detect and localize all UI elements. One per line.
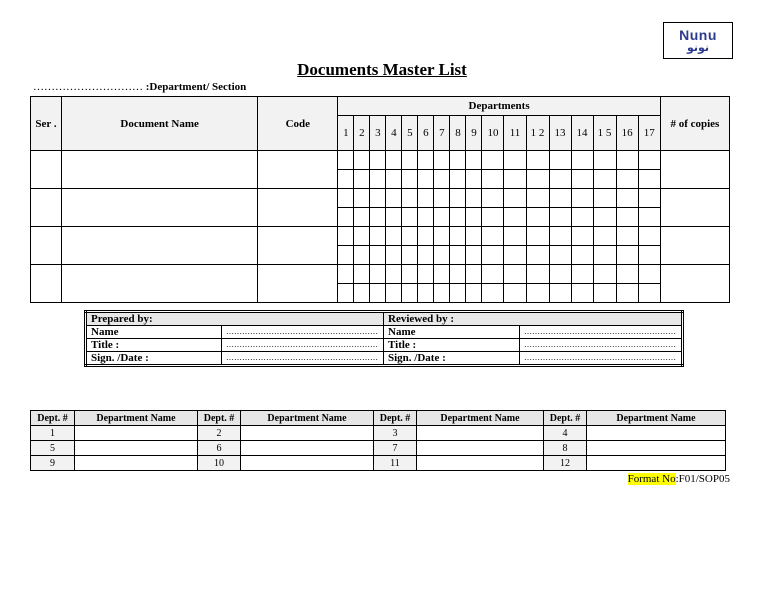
documents-table	[30, 96, 730, 303]
dept-column-number: 16	[616, 116, 638, 151]
department-check-cell[interactable]	[402, 265, 418, 284]
department-check-cell[interactable]	[482, 284, 504, 303]
department-check-cell[interactable]	[386, 265, 402, 284]
department-check-cell[interactable]	[418, 265, 434, 284]
department-check-cell[interactable]	[418, 151, 434, 170]
department-check-cell[interactable]	[338, 189, 354, 208]
department-check-cell[interactable]	[526, 265, 549, 284]
reviewed-by-label: Reviewed by :	[384, 312, 683, 326]
dept-column-number: 9	[466, 116, 482, 151]
department-check-cell[interactable]	[571, 227, 593, 246]
department-check-cell[interactable]	[638, 208, 660, 227]
dept-name-cell[interactable]	[75, 456, 198, 471]
department-check-cell[interactable]	[370, 246, 386, 265]
department-list-row	[31, 456, 726, 471]
dept-number-cell: 1	[31, 426, 75, 441]
copies-cell[interactable]	[660, 265, 729, 303]
dept-num-header: Dept. #	[374, 411, 417, 426]
document-name-cell[interactable]	[62, 265, 258, 303]
department-check-cell[interactable]	[450, 227, 466, 246]
department-check-cell[interactable]	[434, 265, 450, 284]
department-check-cell[interactable]	[418, 170, 434, 189]
department-check-cell[interactable]	[466, 284, 482, 303]
department-check-cell[interactable]	[402, 151, 418, 170]
signature-table	[84, 310, 684, 367]
copies-cell[interactable]	[660, 151, 729, 189]
department-check-cell[interactable]	[571, 189, 593, 208]
department-check-cell[interactable]	[526, 208, 549, 227]
dept-name-header: Department Name	[75, 411, 198, 426]
department-check-cell[interactable]	[434, 170, 450, 189]
col-document-name-header: Document Name	[62, 97, 258, 151]
department-check-cell[interactable]	[418, 284, 434, 303]
department-check-cell[interactable]	[418, 246, 434, 265]
department-check-cell[interactable]	[526, 246, 549, 265]
department-check-cell[interactable]	[526, 151, 549, 170]
col-departments-header: Departments	[338, 97, 660, 116]
dept-column-number: 13	[549, 116, 571, 151]
department-check-cell[interactable]	[354, 265, 370, 284]
department-check-cell[interactable]	[386, 208, 402, 227]
department-check-cell[interactable]	[338, 208, 354, 227]
department-check-cell[interactable]	[616, 170, 638, 189]
department-check-cell[interactable]	[466, 170, 482, 189]
department-check-cell[interactable]	[482, 189, 504, 208]
department-check-cell[interactable]	[526, 284, 549, 303]
department-check-cell[interactable]	[482, 246, 504, 265]
department-check-cell[interactable]	[354, 208, 370, 227]
copies-cell[interactable]	[660, 227, 729, 265]
dept-number-cell: 8	[544, 441, 587, 456]
dept-name-cell[interactable]	[587, 426, 726, 441]
department-check-cell[interactable]	[616, 208, 638, 227]
department-check-cell[interactable]	[504, 284, 526, 303]
dept-name-cell[interactable]	[417, 441, 544, 456]
dept-column-number: 1 2	[526, 116, 549, 151]
department-check-cell[interactable]	[549, 151, 571, 170]
dept-column-number: 3	[370, 116, 386, 151]
ser-cell[interactable]	[31, 227, 62, 265]
logo-text-latin: Nunu	[679, 26, 717, 43]
dept-number-cell: 9	[31, 456, 75, 471]
department-check-cell[interactable]	[549, 170, 571, 189]
dept-number-cell: 2	[198, 426, 241, 441]
dept-column-number: 2	[354, 116, 370, 151]
department-check-cell[interactable]	[616, 189, 638, 208]
department-check-cell[interactable]	[338, 246, 354, 265]
department-check-cell[interactable]	[354, 284, 370, 303]
department-check-cell[interactable]	[354, 170, 370, 189]
department-check-cell[interactable]	[504, 151, 526, 170]
department-check-cell[interactable]	[370, 227, 386, 246]
department-check-cell[interactable]	[386, 151, 402, 170]
department-check-cell[interactable]	[386, 284, 402, 303]
dept-num-header: Dept. #	[31, 411, 75, 426]
department-check-cell[interactable]	[466, 151, 482, 170]
department-check-cell[interactable]	[593, 189, 616, 208]
department-check-cell[interactable]	[504, 189, 526, 208]
document-name-cell[interactable]	[62, 151, 258, 189]
department-check-cell[interactable]	[402, 227, 418, 246]
department-check-cell[interactable]	[370, 208, 386, 227]
document-name-cell[interactable]	[62, 227, 258, 265]
department-check-cell[interactable]	[370, 170, 386, 189]
dept-column-number: 5	[402, 116, 418, 151]
col-copies-header: # of copies	[660, 97, 729, 151]
prepared-title-field[interactable]: …………………………………………………	[222, 339, 384, 352]
department-check-cell[interactable]	[638, 265, 660, 284]
department-check-cell[interactable]	[638, 189, 660, 208]
department-check-cell[interactable]	[482, 208, 504, 227]
department-check-cell[interactable]	[402, 189, 418, 208]
dept-name-cell[interactable]	[75, 441, 198, 456]
department-check-cell[interactable]	[549, 284, 571, 303]
reviewed-title-field[interactable]: …………………………………………………	[520, 339, 683, 352]
prepared-sign-date-label: Sign. /Date :	[86, 352, 222, 366]
prepared-name-label: Name	[86, 326, 222, 339]
reviewed-name-field[interactable]: …………………………………………………	[520, 326, 683, 339]
department-check-cell[interactable]	[504, 227, 526, 246]
prepared-title-label: Title :	[86, 339, 222, 352]
document-row	[31, 265, 730, 284]
col-ser-header: Ser .	[31, 97, 62, 151]
department-check-cell[interactable]	[482, 227, 504, 246]
department-check-cell[interactable]	[386, 189, 402, 208]
department-check-cell[interactable]	[571, 208, 593, 227]
department-check-cell[interactable]	[466, 265, 482, 284]
dept-name-cell[interactable]	[587, 441, 726, 456]
department-check-cell[interactable]	[593, 265, 616, 284]
department-check-cell[interactable]	[450, 284, 466, 303]
reviewed-name-label: Name	[384, 326, 520, 339]
department-check-cell[interactable]	[571, 284, 593, 303]
department-check-cell[interactable]	[434, 284, 450, 303]
department-check-cell[interactable]	[338, 170, 354, 189]
code-cell[interactable]	[258, 227, 338, 265]
department-check-cell[interactable]	[593, 246, 616, 265]
department-check-cell[interactable]	[434, 151, 450, 170]
ser-cell[interactable]	[31, 265, 62, 303]
dept-name-cell[interactable]	[241, 426, 374, 441]
dept-number-cell: 6	[198, 441, 241, 456]
dept-name-cell[interactable]	[417, 426, 544, 441]
department-check-cell[interactable]	[418, 227, 434, 246]
department-check-cell[interactable]	[571, 246, 593, 265]
department-check-cell[interactable]	[504, 265, 526, 284]
department-section-label: :Department/ Section	[145, 81, 247, 93]
code-cell[interactable]	[258, 151, 338, 189]
department-check-cell[interactable]	[354, 246, 370, 265]
dept-column-number: 4	[386, 116, 402, 151]
department-check-cell[interactable]	[354, 189, 370, 208]
department-check-cell[interactable]	[593, 208, 616, 227]
dept-name-cell[interactable]	[241, 441, 374, 456]
department-check-cell[interactable]	[571, 170, 593, 189]
reviewed-sign-date-field[interactable]: …………………………………………………	[520, 352, 683, 366]
dept-num-header: Dept. #	[198, 411, 241, 426]
logo-text-arabic: نونو	[686, 40, 710, 54]
department-check-cell[interactable]	[370, 284, 386, 303]
department-blank[interactable]: …………………………	[33, 81, 143, 93]
department-check-cell[interactable]	[593, 151, 616, 170]
department-check-cell[interactable]	[638, 284, 660, 303]
department-check-cell[interactable]	[434, 227, 450, 246]
department-check-cell[interactable]	[616, 151, 638, 170]
department-check-cell[interactable]	[402, 170, 418, 189]
dept-number-cell: 5	[31, 441, 75, 456]
dept-number-cell: 7	[374, 441, 417, 456]
dept-column-number: 10	[482, 116, 504, 151]
col-code-header: Code	[258, 97, 338, 151]
department-list-row	[31, 426, 726, 441]
reviewed-title-label: Title :	[384, 339, 520, 352]
format-label: Format No	[627, 473, 676, 485]
department-check-cell[interactable]	[593, 227, 616, 246]
department-check-cell[interactable]	[616, 227, 638, 246]
document-row	[31, 189, 730, 208]
department-check-cell[interactable]	[616, 284, 638, 303]
department-check-cell[interactable]	[338, 265, 354, 284]
dept-number-cell: 4	[544, 426, 587, 441]
dept-column-number: 6	[418, 116, 434, 151]
department-check-cell[interactable]	[386, 246, 402, 265]
ser-cell[interactable]	[31, 189, 62, 227]
department-list-table	[30, 410, 726, 471]
department-check-cell[interactable]	[354, 227, 370, 246]
department-check-cell[interactable]	[504, 208, 526, 227]
document-row	[31, 227, 730, 246]
department-check-cell[interactable]	[638, 170, 660, 189]
department-check-cell[interactable]	[418, 189, 434, 208]
department-check-cell[interactable]	[638, 151, 660, 170]
document-title: Documents Master List	[297, 60, 467, 79]
department-check-cell[interactable]	[571, 151, 593, 170]
company-logo	[663, 22, 733, 59]
department-check-cell[interactable]	[549, 208, 571, 227]
code-cell[interactable]	[258, 265, 338, 303]
department-check-cell[interactable]	[338, 284, 354, 303]
department-check-cell[interactable]	[616, 265, 638, 284]
prepared-by-label: Prepared by:	[86, 312, 384, 326]
department-check-cell[interactable]	[402, 246, 418, 265]
dept-number-cell: 10	[198, 456, 241, 471]
dept-column-number: 1	[338, 116, 354, 151]
department-section-line	[33, 81, 246, 93]
department-check-cell[interactable]	[386, 170, 402, 189]
dept-column-number: 8	[450, 116, 466, 151]
dept-number-cell: 12	[544, 456, 587, 471]
format-code: :F01/SOP05	[675, 473, 730, 485]
department-check-cell[interactable]	[434, 208, 450, 227]
department-check-cell[interactable]	[434, 189, 450, 208]
department-list-row	[31, 441, 726, 456]
department-check-cell[interactable]	[616, 246, 638, 265]
dept-name-cell[interactable]	[417, 456, 544, 471]
department-check-cell[interactable]	[466, 208, 482, 227]
department-check-cell[interactable]	[526, 227, 549, 246]
department-check-cell[interactable]	[549, 189, 571, 208]
dept-name-header: Department Name	[241, 411, 374, 426]
department-check-cell[interactable]	[466, 246, 482, 265]
department-check-cell[interactable]	[482, 151, 504, 170]
department-check-cell[interactable]	[354, 151, 370, 170]
prepared-sign-date-field[interactable]: …………………………………………………	[222, 352, 384, 366]
dept-number-cell: 3	[374, 426, 417, 441]
department-check-cell[interactable]	[482, 170, 504, 189]
department-check-cell[interactable]	[370, 151, 386, 170]
department-check-cell[interactable]	[593, 170, 616, 189]
department-check-cell[interactable]	[638, 227, 660, 246]
document-row	[31, 151, 730, 170]
department-check-cell[interactable]	[504, 170, 526, 189]
department-check-cell[interactable]	[450, 208, 466, 227]
department-check-cell[interactable]	[466, 189, 482, 208]
dept-name-cell[interactable]	[241, 456, 374, 471]
department-check-cell[interactable]	[482, 265, 504, 284]
dept-column-number: 7	[434, 116, 450, 151]
department-check-cell[interactable]	[402, 284, 418, 303]
dept-name-header: Department Name	[587, 411, 726, 426]
dept-column-number: 17	[638, 116, 660, 151]
prepared-name-field[interactable]: …………………………………………………	[222, 326, 384, 339]
dept-column-number: 11	[504, 116, 526, 151]
department-check-cell[interactable]	[418, 208, 434, 227]
department-check-cell[interactable]	[450, 151, 466, 170]
department-check-cell[interactable]	[504, 246, 526, 265]
department-check-cell[interactable]	[549, 227, 571, 246]
department-check-cell[interactable]	[549, 246, 571, 265]
document-name-cell[interactable]	[62, 189, 258, 227]
dept-name-cell[interactable]	[75, 426, 198, 441]
dept-number-cell: 11	[374, 456, 417, 471]
department-check-cell[interactable]	[526, 170, 549, 189]
department-check-cell[interactable]	[450, 189, 466, 208]
department-check-cell[interactable]	[386, 227, 402, 246]
dept-column-number: 1 5	[593, 116, 616, 151]
department-check-cell[interactable]	[571, 265, 593, 284]
ser-cell[interactable]	[31, 151, 62, 189]
copies-cell[interactable]	[660, 189, 729, 227]
department-check-cell[interactable]	[370, 265, 386, 284]
department-check-cell[interactable]	[450, 246, 466, 265]
department-check-cell[interactable]	[370, 189, 386, 208]
dept-name-cell[interactable]	[587, 456, 726, 471]
department-check-cell[interactable]	[466, 227, 482, 246]
dept-name-header: Department Name	[417, 411, 544, 426]
code-cell[interactable]	[258, 189, 338, 227]
department-check-cell[interactable]	[434, 246, 450, 265]
department-check-cell[interactable]	[338, 151, 354, 170]
department-check-cell[interactable]	[402, 208, 418, 227]
department-check-cell[interactable]	[526, 189, 549, 208]
department-check-cell[interactable]	[638, 246, 660, 265]
department-check-cell[interactable]	[450, 265, 466, 284]
department-check-cell[interactable]	[593, 284, 616, 303]
department-check-cell[interactable]	[549, 265, 571, 284]
format-number	[628, 473, 730, 485]
dept-column-number: 14	[571, 116, 593, 151]
department-check-cell[interactable]	[338, 227, 354, 246]
department-check-cell[interactable]	[450, 170, 466, 189]
dept-num-header: Dept. #	[544, 411, 587, 426]
reviewed-sign-date-label: Sign. /Date :	[384, 352, 520, 366]
